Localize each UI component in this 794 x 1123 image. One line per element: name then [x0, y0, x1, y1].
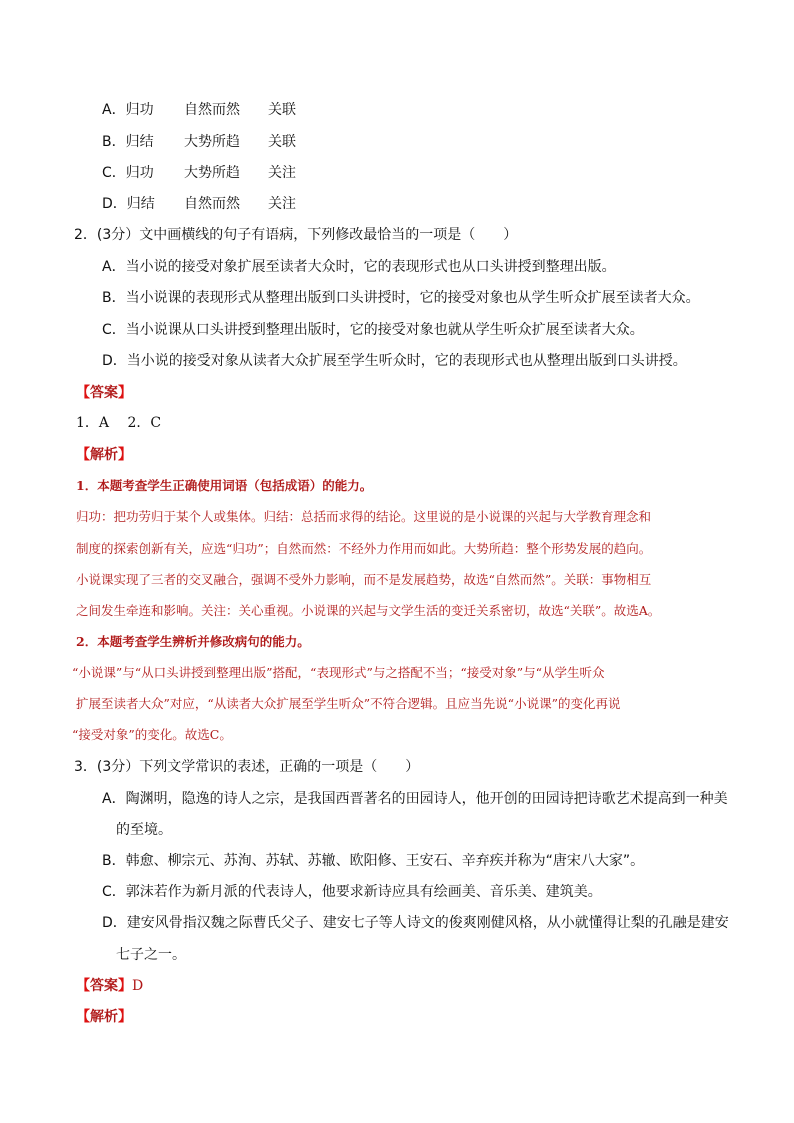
option-word: 关注 [268, 165, 296, 181]
q2-option-d: D．当小说的接受对象从读者大众扩展至学生听众时，它的表现形式也从整理出版到口头讲授。 [102, 353, 687, 369]
heading-text: 解析 [90, 447, 118, 463]
answer-value: D [132, 978, 144, 994]
q3-option-b: B．韩愈、柳宗元、苏洵、苏轼、苏辙、欧阳修、王安石、辛弃疾并称为“唐宋八大家”。 [102, 853, 645, 869]
q3-option-a-cont: 的至境。 [116, 822, 172, 838]
option-word: 关联 [268, 102, 296, 118]
analysis-line: “接受对象”的变化。故选C。 [72, 727, 232, 742]
analysis-line: 2．本题考查学生辨析并修改病句的能力。 [76, 634, 310, 649]
q2-stem: 2．(3分）文中画横线的句子有语病，下列修改最恰当的一项是（ ） [74, 227, 518, 243]
option-word: 归结 [126, 196, 155, 212]
answer-heading-2: 【答案】D [76, 978, 144, 994]
heading-text: 答案 [90, 978, 118, 994]
q1-option-b [102, 132, 296, 152]
answer-heading: 【答案】 [76, 385, 132, 401]
option-word: 自然而然 [184, 102, 240, 118]
q3-option-a: A．陶渊明，隐逸的诗人之宗，是我国西晋著名的田园诗人，他开创的田园诗把诗歌艺术提高到一种美 [102, 791, 728, 807]
q3-option-c: C．郭沫若作为新月派的代表诗人，他要求新诗应具有绘画美、音乐美、建筑美。 [102, 884, 602, 900]
option-word: 关联 [268, 134, 296, 150]
option-word: 归功 [125, 165, 154, 181]
option-word: 归结 [125, 134, 154, 150]
analysis-line: 归功：把功劳归于某个人或集体。归结：总括而求得的结论。这里说的是小说课的兴起与大学教育理念和 [76, 509, 652, 524]
q2-option-a: A．当小说的接受对象扩展至读者大众时，它的表现形式也从口头讲授到整理出版。 [102, 259, 616, 275]
analysis-line: 小说课实现了三者的交叉融合，强调不受外力影响，而不是发展趋势，故选“自然而然”。关联：事物相互 [76, 572, 652, 587]
heading-text: 解析 [90, 1009, 118, 1025]
analysis-line: 1．本题考查学生正确使用词语（包括成语）的能力。 [76, 478, 373, 493]
q3-option-d-cont: 七子之一。 [116, 947, 186, 963]
option-letter: C． [102, 165, 126, 181]
analysis-heading: 【解析】 [76, 447, 132, 463]
analysis-line: 扩展至读者大众”对应，“从读者大众扩展至学生听众”不符合逻辑。且应当先说“小说课”的变化再说 [76, 696, 621, 711]
q3-stem: 3．(3分）下列文学常识的表述，正确的一项是（ ） [74, 759, 420, 775]
option-word: 大势所趋 [184, 134, 240, 150]
q2-option-b: B．当小说课的表现形式从整理出版到口头讲授时，它的接受对象也从学生听众扩展至读者大众。 [102, 290, 700, 306]
answer-value: 1．A 2．C [76, 415, 162, 431]
option-word: 关注 [268, 196, 296, 212]
analysis-heading-2: 【解析】 [76, 1009, 132, 1025]
q1-option-d [102, 194, 296, 214]
option-letter: A． [102, 102, 126, 118]
q1-option-a [102, 100, 296, 120]
q3-option-d: D．建安风骨指汉魏之际曹氏父子、建安七子等人诗文的俊爽刚健风格，从小就懂得让梨的孔融是建安 [102, 915, 729, 931]
option-letter: D． [102, 196, 127, 212]
analysis-line: “小说课”与“从口头讲授到整理出版”搭配，“表现形式”与之搭配不当；“接受对象”与“从学生听众 [72, 665, 605, 680]
option-word: 归功 [125, 102, 154, 118]
q1-option-c [102, 163, 296, 183]
analysis-line: 制度的探索创新有关，应选“归功”；自然而然：不经外力作用而如此。大势所趋：整个形势发展的趋向。 [76, 541, 652, 556]
option-word: 自然而然 [184, 196, 240, 212]
option-letter: B． [102, 134, 126, 150]
heading-text: 答案 [90, 385, 118, 401]
analysis-line: 之间发生牵连和影响。关注：关心重视。小说课的兴起与文学生活的变迁关系密切，故选“关联”。故选A。 [76, 603, 661, 618]
option-word: 大势所趋 [184, 165, 240, 181]
q2-option-c: C．当小说课从口头讲授到整理出版时，它的接受对象也就从学生听众扩展至读者大众。 [102, 322, 644, 338]
